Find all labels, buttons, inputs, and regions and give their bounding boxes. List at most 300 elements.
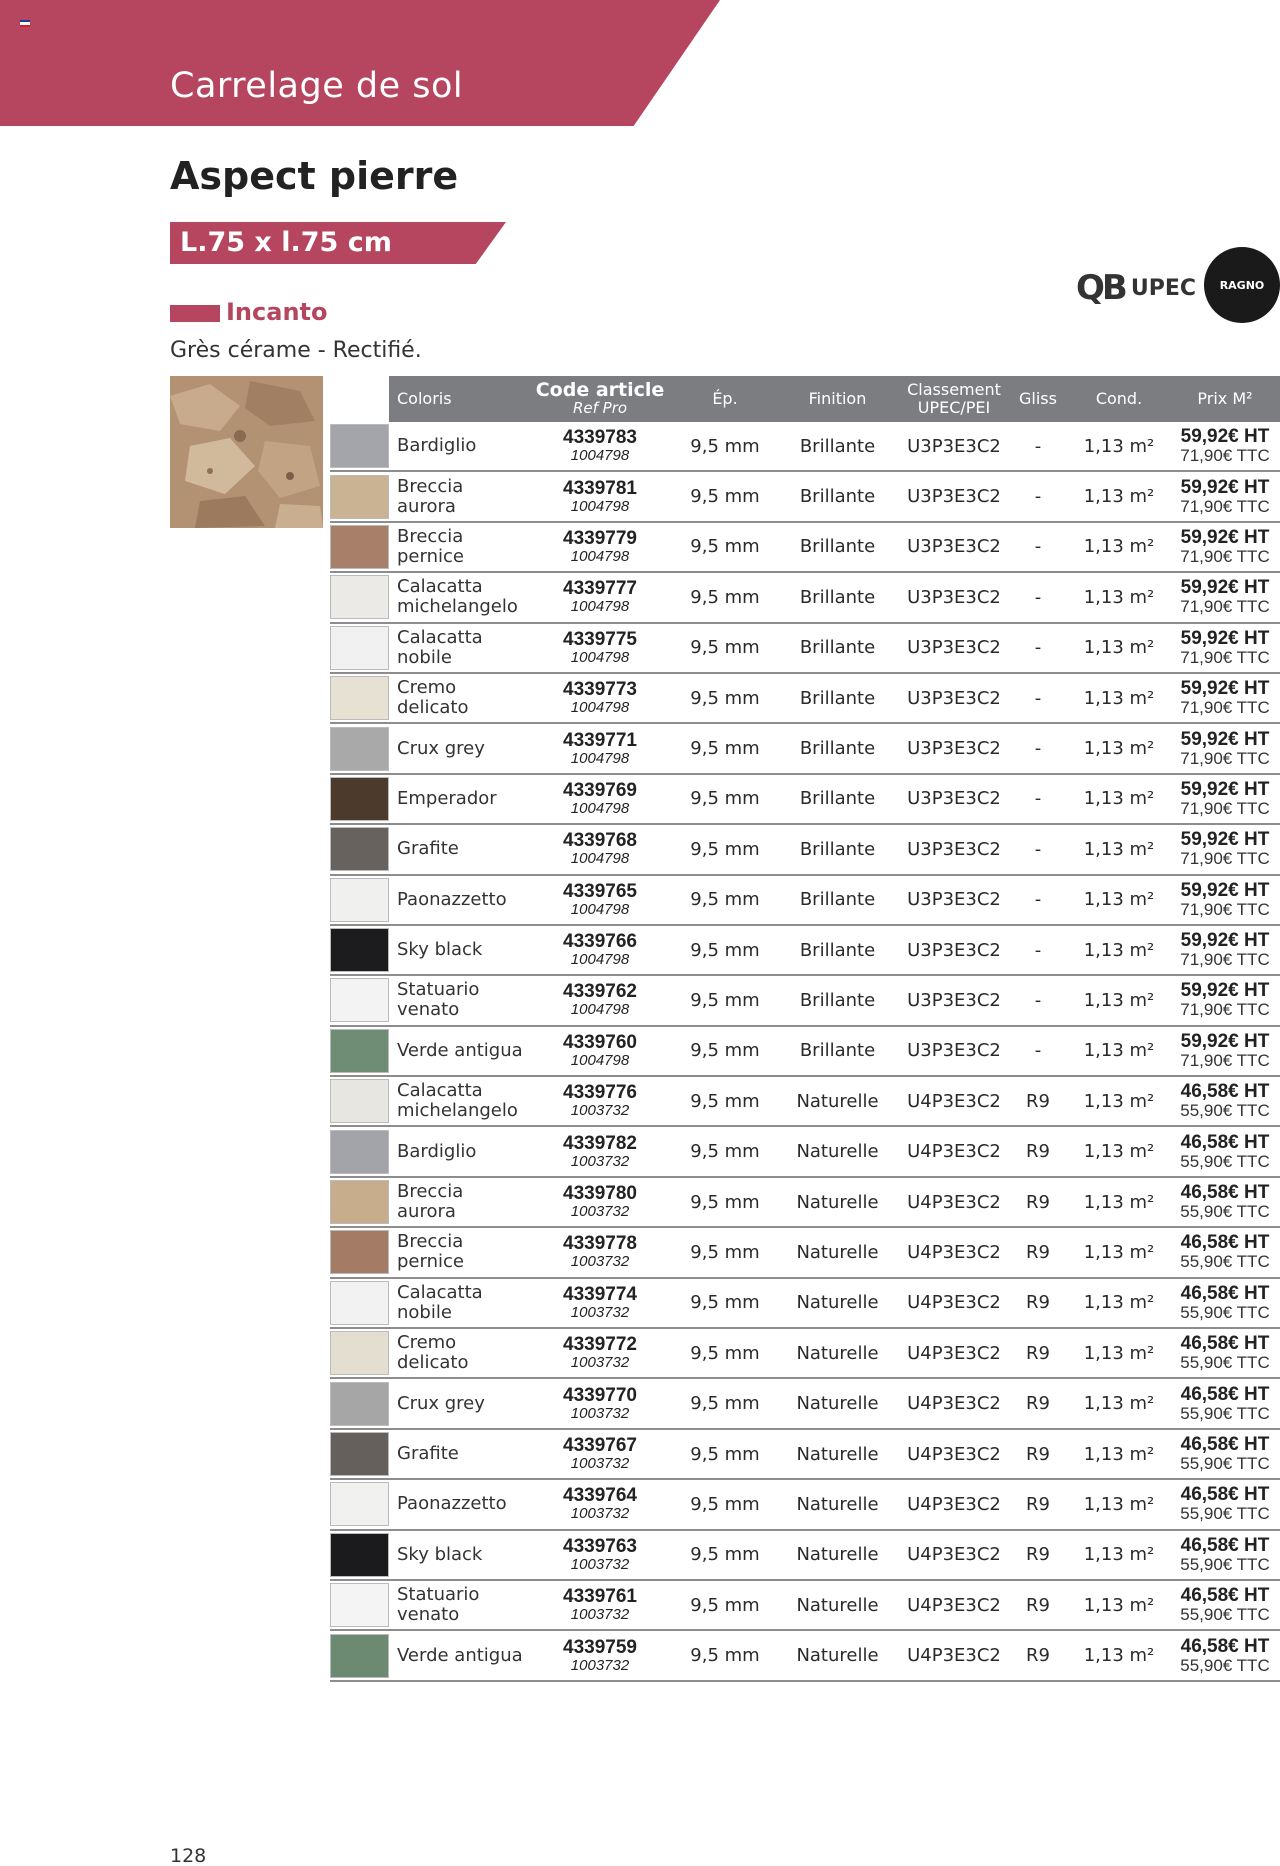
coloris-cell: Crux grey	[397, 1392, 485, 1414]
finition-cell: Brillante	[799, 435, 876, 457]
thickness-cell: 9,5 mm	[690, 1040, 760, 1062]
thickness-cell: 9,5 mm	[690, 637, 760, 659]
finition-cell: Brillante	[799, 989, 876, 1011]
finition-cell: Naturelle	[796, 1342, 879, 1364]
classement-cell: U4P3E3C2	[907, 1241, 1001, 1263]
ref-pro: 1003732	[570, 1455, 630, 1472]
price-ttc: 71,90€ TTC	[1180, 496, 1270, 516]
coloris-cell: Grafite	[397, 838, 459, 860]
price-ht: 46,58€ HT	[1180, 1534, 1270, 1556]
finition-cell: Naturelle	[796, 1645, 879, 1667]
price-ht: 46,58€ HT	[1180, 1484, 1270, 1506]
color-swatch	[330, 424, 389, 468]
series-description: Grès cérame - Rectifié.	[170, 338, 422, 363]
thickness-cell: 9,5 mm	[690, 1594, 760, 1616]
price-ht: 59,92€ HT	[1180, 627, 1270, 649]
price-cell	[1170, 1284, 1280, 1322]
size-label: L.75 x l.75 cm	[180, 227, 392, 258]
qb-upec-logo	[1076, 268, 1196, 308]
table-row	[330, 1531, 1280, 1581]
gliss-cell: R9	[1026, 1544, 1050, 1566]
cond-cell: 1,13 m²	[1083, 637, 1155, 659]
code-cell	[525, 1436, 675, 1472]
coloris-cell: Calacatta michelangelo	[397, 576, 518, 618]
thickness-cell: 9,5 mm	[690, 1191, 760, 1213]
price-ttc: 71,90€ TTC	[1180, 899, 1270, 919]
price-ttc: 71,90€ TTC	[1180, 1050, 1270, 1070]
classement-cell: U3P3E3C2	[907, 989, 1001, 1011]
price-cell	[1170, 1334, 1280, 1372]
article-code: 4339763	[563, 1535, 637, 1557]
price-cell	[1170, 1385, 1280, 1423]
ref-pro: 1004798	[570, 799, 630, 817]
classement-cell: U3P3E3C2	[907, 637, 1001, 659]
flag-icon	[20, 20, 30, 27]
table-header	[389, 376, 1280, 422]
brand-logo	[1204, 247, 1280, 323]
thickness-cell: 9,5 mm	[690, 1493, 760, 1515]
table-row	[330, 1027, 1280, 1077]
coloris-cell: Breccia aurora	[397, 475, 464, 517]
thickness-cell: 9,5 mm	[690, 1141, 760, 1163]
finition-cell: Naturelle	[796, 1594, 879, 1616]
ref-pro: 1004798	[570, 497, 630, 515]
code-cell	[525, 932, 675, 968]
table-row	[330, 1581, 1280, 1631]
color-swatch	[330, 1382, 389, 1426]
coloris-cell: Statuario venato	[397, 979, 480, 1021]
ref-pro: 1004798	[570, 447, 630, 465]
article-code: 4339764	[563, 1485, 637, 1507]
gliss-cell: -	[1034, 687, 1042, 709]
gliss-cell: R9	[1026, 1594, 1050, 1616]
price-ht: 59,92€ HT	[1180, 980, 1270, 1002]
price-cell	[1170, 1637, 1280, 1675]
ref-pro: 1004798	[570, 749, 630, 767]
price-cell	[1170, 1082, 1280, 1120]
price-ht: 59,92€ HT	[1180, 678, 1270, 700]
header-classement	[900, 376, 1008, 422]
price-cell	[1170, 528, 1280, 566]
ref-pro: 1003732	[570, 1102, 630, 1120]
color-swatch	[330, 626, 389, 670]
thickness-cell: 9,5 mm	[690, 1342, 760, 1364]
price-cell	[1170, 881, 1280, 919]
ref-pro: 1004798	[570, 900, 630, 918]
cond-cell: 1,13 m²	[1083, 536, 1155, 558]
cond-cell: 1,13 m²	[1083, 1493, 1155, 1515]
price-cell	[1170, 1183, 1280, 1221]
price-ht: 46,58€ HT	[1180, 1383, 1270, 1405]
gliss-cell: R9	[1026, 1191, 1050, 1213]
code-cell	[525, 1285, 675, 1321]
header-prix: Prix M²	[1197, 389, 1253, 408]
classement-cell: U4P3E3C2	[907, 1292, 1001, 1314]
finition-cell: Brillante	[799, 939, 876, 961]
ref-pro: 1004798	[570, 547, 630, 565]
cond-cell: 1,13 m²	[1083, 1191, 1155, 1213]
price-ttc: 55,90€ TTC	[1180, 1202, 1270, 1222]
gliss-cell: -	[1034, 586, 1042, 608]
coloris-cell: Verde antigua	[397, 1644, 523, 1666]
price-cell	[1170, 981, 1280, 1019]
color-swatch	[330, 727, 389, 771]
article-code: 4339767	[563, 1435, 637, 1456]
header-cond: Cond.	[1095, 389, 1143, 408]
article-code: 4339777	[563, 578, 637, 600]
code-cell	[525, 1486, 675, 1522]
thickness-cell: 9,5 mm	[690, 838, 760, 860]
product-table	[330, 376, 1280, 1682]
ref-pro: 1004798	[570, 648, 630, 666]
section-title: Aspect pierre	[170, 154, 459, 198]
finition-cell: Naturelle	[796, 1241, 879, 1263]
article-code: 4339775	[563, 628, 637, 650]
price-ttc: 55,90€ TTC	[1180, 1101, 1270, 1121]
coloris-cell: Verde antigua	[397, 1039, 523, 1061]
code-cell	[525, 630, 675, 666]
thickness-cell: 9,5 mm	[690, 1393, 760, 1415]
finition-cell: Brillante	[799, 889, 876, 911]
price-cell	[1170, 931, 1280, 969]
price-cell	[1170, 1536, 1280, 1574]
color-swatch	[330, 928, 389, 972]
code-cell	[525, 479, 675, 515]
price-cell	[1170, 478, 1280, 516]
article-code: 4339773	[563, 679, 637, 701]
header-coloris: Coloris	[397, 389, 452, 408]
code-cell	[525, 1638, 675, 1674]
price-cell	[1170, 780, 1280, 818]
price-ttc: 55,90€ TTC	[1180, 1655, 1270, 1675]
price-ttc: 55,90€ TTC	[1180, 1302, 1270, 1322]
coloris-cell: Paonazzetto	[397, 1493, 507, 1515]
finition-cell: Brillante	[799, 536, 876, 558]
ref-pro: 1003732	[570, 1606, 630, 1624]
thickness-cell: 9,5 mm	[690, 435, 760, 457]
price-cell	[1170, 1435, 1280, 1473]
coloris-cell: Emperador	[397, 787, 497, 809]
article-code: 4339765	[563, 880, 637, 902]
ref-pro: 1004798	[570, 699, 630, 717]
price-ht: 46,58€ HT	[1180, 1232, 1270, 1254]
classement-cell: U4P3E3C2	[907, 1141, 1001, 1163]
finition-cell: Naturelle	[796, 1090, 879, 1112]
color-swatch	[330, 1432, 389, 1476]
table-row	[330, 926, 1280, 976]
coloris-cell: Bardiglio	[397, 1140, 477, 1162]
cond-cell: 1,13 m²	[1083, 1443, 1155, 1465]
price-cell	[1170, 730, 1280, 768]
color-swatch	[330, 575, 389, 619]
classement-cell: U4P3E3C2	[907, 1594, 1001, 1616]
finition-cell: Naturelle	[796, 1493, 879, 1515]
cond-cell: 1,13 m²	[1083, 486, 1155, 508]
price-ttc: 55,90€ TTC	[1180, 1605, 1270, 1625]
cond-cell: 1,13 m²	[1083, 1241, 1155, 1263]
color-swatch	[330, 1230, 389, 1274]
thickness-cell: 9,5 mm	[690, 486, 760, 508]
color-swatch	[330, 1130, 389, 1174]
price-cell	[1170, 629, 1280, 667]
ref-pro: 1004798	[570, 1001, 630, 1019]
cond-cell: 1,13 m²	[1083, 838, 1155, 860]
price-ht: 59,92€ HT	[1180, 1030, 1270, 1052]
cond-cell: 1,13 m²	[1083, 1141, 1155, 1163]
article-code: 4339759	[563, 1636, 637, 1658]
cond-cell: 1,13 m²	[1083, 1292, 1155, 1314]
finition-cell: Brillante	[799, 687, 876, 709]
table-row	[330, 1279, 1280, 1329]
code-cell	[525, 731, 675, 767]
price-ttc: 71,90€ TTC	[1180, 849, 1270, 869]
price-ttc: 55,90€ TTC	[1180, 1151, 1270, 1171]
ref-pro: 1004798	[570, 850, 630, 868]
color-swatch	[330, 1180, 389, 1224]
coloris-cell: Bardiglio	[397, 435, 477, 457]
series-name: Incanto	[226, 298, 328, 326]
gliss-cell: R9	[1026, 1342, 1050, 1364]
article-code: 4339768	[563, 830, 637, 852]
price-ht: 46,58€ HT	[1180, 1182, 1270, 1204]
price-ht: 46,58€ HT	[1180, 1434, 1270, 1455]
price-ttc: 71,90€ TTC	[1180, 597, 1270, 617]
thickness-cell: 9,5 mm	[690, 788, 760, 810]
article-code: 4339779	[563, 527, 637, 549]
header-classement-1: Classement	[907, 380, 1001, 399]
page-number: 128	[170, 1845, 207, 1866]
classement-cell: U4P3E3C2	[907, 1645, 1001, 1667]
brand-logo-text: RAGNO	[1219, 278, 1265, 292]
classement-cell: U3P3E3C2	[907, 838, 1001, 860]
ref-pro: 1003732	[570, 1253, 630, 1271]
cond-cell: 1,13 m²	[1083, 1040, 1155, 1062]
price-cell	[1170, 830, 1280, 868]
price-ttc: 55,90€ TTC	[1180, 1403, 1270, 1423]
article-code: 4339761	[563, 1586, 637, 1608]
code-cell	[525, 1083, 675, 1119]
article-code: 4339762	[563, 981, 637, 1003]
series-accent-bar	[170, 305, 220, 322]
gliss-cell: R9	[1026, 1292, 1050, 1314]
table-row	[330, 876, 1280, 926]
coloris-cell: Sky black	[397, 1543, 483, 1565]
price-ht: 59,92€ HT	[1180, 476, 1270, 498]
table-row	[330, 624, 1280, 674]
price-cell	[1170, 1485, 1280, 1523]
gliss-cell: R9	[1026, 1241, 1050, 1263]
classement-cell: U4P3E3C2	[907, 1544, 1001, 1566]
ref-pro: 1004798	[570, 598, 630, 616]
price-cell	[1170, 1586, 1280, 1624]
coloris-cell: Sky black	[397, 939, 483, 961]
table-row	[330, 472, 1280, 522]
gliss-cell: R9	[1026, 1393, 1050, 1415]
price-ttc: 71,90€ TTC	[1180, 748, 1270, 768]
upec-logo: UPEC	[1130, 275, 1196, 301]
color-swatch	[330, 777, 389, 821]
finition-cell: Naturelle	[796, 1292, 879, 1314]
price-ttc: 71,90€ TTC	[1180, 950, 1270, 970]
color-swatch	[330, 1281, 389, 1325]
classement-cell: U3P3E3C2	[907, 486, 1001, 508]
price-ttc: 71,90€ TTC	[1180, 446, 1270, 466]
code-cell	[525, 1386, 675, 1422]
article-code: 4339760	[563, 1031, 637, 1053]
ref-pro: 1004798	[570, 951, 630, 969]
price-cell	[1170, 1032, 1280, 1070]
gliss-cell: R9	[1026, 1645, 1050, 1667]
gliss-cell: -	[1034, 989, 1042, 1011]
thickness-cell: 9,5 mm	[690, 687, 760, 709]
finition-cell: Brillante	[799, 738, 876, 760]
ref-pro: 1003732	[570, 1303, 630, 1321]
code-cell	[525, 428, 675, 464]
table-row	[330, 976, 1280, 1026]
thickness-cell: 9,5 mm	[690, 586, 760, 608]
color-swatch	[330, 1331, 389, 1375]
color-swatch	[330, 1029, 389, 1073]
classement-cell: U3P3E3C2	[907, 738, 1001, 760]
price-ttc: 55,90€ TTC	[1180, 1252, 1270, 1272]
code-cell	[525, 1335, 675, 1371]
table-row	[330, 523, 1280, 573]
finition-cell: Naturelle	[796, 1393, 879, 1415]
header-gliss: Gliss	[1019, 389, 1057, 408]
price-ttc: 55,90€ TTC	[1180, 1454, 1270, 1473]
category-title: Carrelage de sol	[170, 66, 464, 106]
coloris-cell: Breccia pernice	[397, 525, 464, 567]
classement-cell: U4P3E3C2	[907, 1443, 1001, 1465]
header-code	[525, 376, 675, 422]
color-swatch	[330, 525, 389, 569]
coloris-cell: Breccia pernice	[397, 1231, 464, 1273]
price-ht: 46,58€ HT	[1180, 1081, 1270, 1103]
gliss-cell: R9	[1026, 1443, 1050, 1465]
article-code: 4339766	[563, 931, 637, 953]
table-row	[330, 1631, 1280, 1681]
gliss-cell: -	[1034, 435, 1042, 457]
table-row	[330, 1127, 1280, 1177]
gliss-cell: R9	[1026, 1090, 1050, 1112]
thickness-cell: 9,5 mm	[690, 939, 760, 961]
table-row	[330, 1077, 1280, 1127]
ref-pro: 1003732	[570, 1203, 630, 1221]
article-code: 4339780	[563, 1183, 637, 1205]
finition-cell: Brillante	[799, 1040, 876, 1062]
ref-pro: 1003732	[570, 1555, 630, 1573]
article-code: 4339770	[563, 1384, 637, 1406]
code-cell	[525, 579, 675, 615]
finition-cell: Naturelle	[796, 1141, 879, 1163]
gliss-cell: -	[1034, 637, 1042, 659]
coloris-cell: Crux grey	[397, 737, 485, 759]
price-cell	[1170, 1133, 1280, 1171]
table-row	[330, 825, 1280, 875]
header-finition: Finition	[808, 389, 867, 408]
article-code: 4339769	[563, 779, 637, 801]
cond-cell: 1,13 m²	[1083, 1645, 1155, 1667]
article-code: 4339783	[563, 427, 637, 449]
color-swatch	[330, 676, 389, 720]
classement-cell: U4P3E3C2	[907, 1191, 1001, 1213]
ref-pro: 1004798	[570, 1051, 630, 1069]
thickness-cell: 9,5 mm	[690, 536, 760, 558]
code-cell	[525, 1033, 675, 1069]
price-cell	[1170, 427, 1280, 465]
table-row	[330, 1379, 1280, 1429]
gliss-cell: -	[1034, 788, 1042, 810]
price-ttc: 71,90€ TTC	[1180, 1000, 1270, 1020]
cond-cell: 1,13 m²	[1083, 586, 1155, 608]
thickness-cell: 9,5 mm	[690, 1292, 760, 1314]
price-cell	[1170, 578, 1280, 616]
code-cell	[525, 831, 675, 867]
price-ht: 59,92€ HT	[1180, 879, 1270, 901]
finition-cell: Brillante	[799, 586, 876, 608]
finition-cell: Brillante	[799, 788, 876, 810]
finition-cell: Naturelle	[796, 1544, 879, 1566]
price-ttc: 71,90€ TTC	[1180, 798, 1270, 818]
article-code: 4339778	[563, 1233, 637, 1255]
coloris-cell: Calacatta nobile	[397, 626, 483, 668]
cond-cell: 1,13 m²	[1083, 1393, 1155, 1415]
coloris-cell: Cremo delicato	[397, 677, 469, 719]
thickness-cell: 9,5 mm	[690, 989, 760, 1011]
classement-cell: U4P3E3C2	[907, 1090, 1001, 1112]
code-cell	[525, 1184, 675, 1220]
header-classement-2: UPEC/PEI	[917, 398, 991, 417]
cond-cell: 1,13 m²	[1083, 989, 1155, 1011]
finition-cell: Brillante	[799, 637, 876, 659]
table-row	[330, 674, 1280, 724]
gliss-cell: -	[1034, 838, 1042, 860]
ref-pro: 1003732	[570, 1354, 630, 1372]
color-swatch	[330, 1634, 389, 1678]
gliss-cell: -	[1034, 486, 1042, 508]
article-code: 4339771	[563, 729, 637, 751]
table-row	[330, 775, 1280, 825]
classement-cell: U3P3E3C2	[907, 687, 1001, 709]
article-code: 4339781	[563, 477, 637, 499]
ref-pro: 1003732	[570, 1404, 630, 1422]
color-swatch	[330, 1583, 389, 1627]
price-ht: 59,92€ HT	[1180, 829, 1270, 851]
table-body	[330, 422, 1280, 1682]
classement-cell: U3P3E3C2	[907, 889, 1001, 911]
header-code-main: Code article	[535, 379, 665, 401]
price-ttc: 55,90€ TTC	[1180, 1504, 1270, 1524]
coloris-cell: Grafite	[397, 1443, 459, 1464]
header-ep: Ép.	[712, 389, 738, 408]
color-swatch	[330, 878, 389, 922]
price-ttc: 71,90€ TTC	[1180, 698, 1270, 718]
color-swatch	[330, 1533, 389, 1577]
cond-cell: 1,13 m²	[1083, 889, 1155, 911]
price-cell	[1170, 679, 1280, 717]
ref-pro: 1003732	[570, 1656, 630, 1674]
price-ttc: 71,90€ TTC	[1180, 546, 1270, 566]
price-ht: 46,58€ HT	[1180, 1333, 1270, 1355]
table-row	[330, 573, 1280, 623]
code-cell	[525, 781, 675, 817]
gliss-cell: -	[1034, 738, 1042, 760]
color-swatch	[330, 1482, 389, 1526]
cond-cell: 1,13 m²	[1083, 788, 1155, 810]
gliss-cell: -	[1034, 939, 1042, 961]
code-cell	[525, 1537, 675, 1573]
gliss-cell: R9	[1026, 1493, 1050, 1515]
